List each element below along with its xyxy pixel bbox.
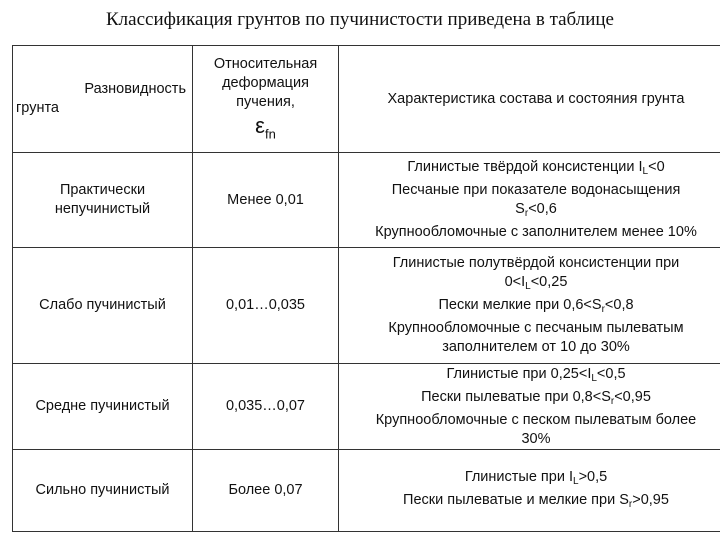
header-soil-type-line1: Разновидность: [84, 81, 186, 97]
row-soil-type: Практически непучинистый: [13, 153, 193, 248]
page-title: Классификация грунтов по пучинистости приведена в таблице: [105, 9, 614, 30]
row-soil-type: Слабо пучинистый: [13, 248, 193, 364]
row-deformation: 0,01…0,035: [193, 248, 339, 364]
header-soil-type-line2: грунта: [16, 100, 59, 116]
table-header-row: [13, 46, 720, 153]
row-deformation: Более 0,07: [193, 450, 339, 532]
row-deformation: 0,035…0,07: [193, 364, 339, 450]
table-row: [13, 153, 720, 248]
row-characteristic: Глинистые при $0,25<I_L<0,5$ Пески пылеватые при $0,8<S_r<0,95$ Крупнообломочные с песком пылеватым более 30%: [339, 364, 720, 450]
header-deformation: [193, 46, 339, 153]
header-soil-type: [13, 46, 193, 153]
row-soil-type: Сильно пучинистый: [13, 450, 193, 532]
row-characteristic: Глинистые полутвёрдой консистенции при $0<I_L<0,25$ Пески мелкие при $0,6<S_r<0,8$ Крупнообломочные с песчаным пылеватым заполнителем от 10 до 30%: [339, 248, 720, 364]
row-deformation: Менее 0,01: [193, 153, 339, 248]
table-row: [13, 248, 720, 364]
row-characteristic: Глинистые твёрдой консистенции $I_L<0$ Песчаные при показателе водонасыщения $S_r<0,6$ Крупнообломочные с заполнителем менее 10%: [339, 153, 720, 248]
epsilon-symbol: $\varepsilon_{fn}$: [255, 112, 276, 142]
table-row: [13, 364, 720, 450]
row-soil-type: Средне пучинистый: [13, 364, 193, 450]
table-row: [13, 450, 720, 532]
header-deformation-line1: Относительная: [213, 55, 318, 72]
frost-heave-table: [12, 45, 720, 532]
header-characteristic: Характеристика состава и состояния грунта: [339, 46, 720, 153]
header-deformation-line2: деформация: [222, 74, 309, 91]
header-deformation-line3: пучения,: [236, 93, 295, 110]
row-characteristic: Глинистые при $I_L>0,5$ Пески пылеватые и мелкие при $S_r>0,95$: [339, 450, 720, 532]
